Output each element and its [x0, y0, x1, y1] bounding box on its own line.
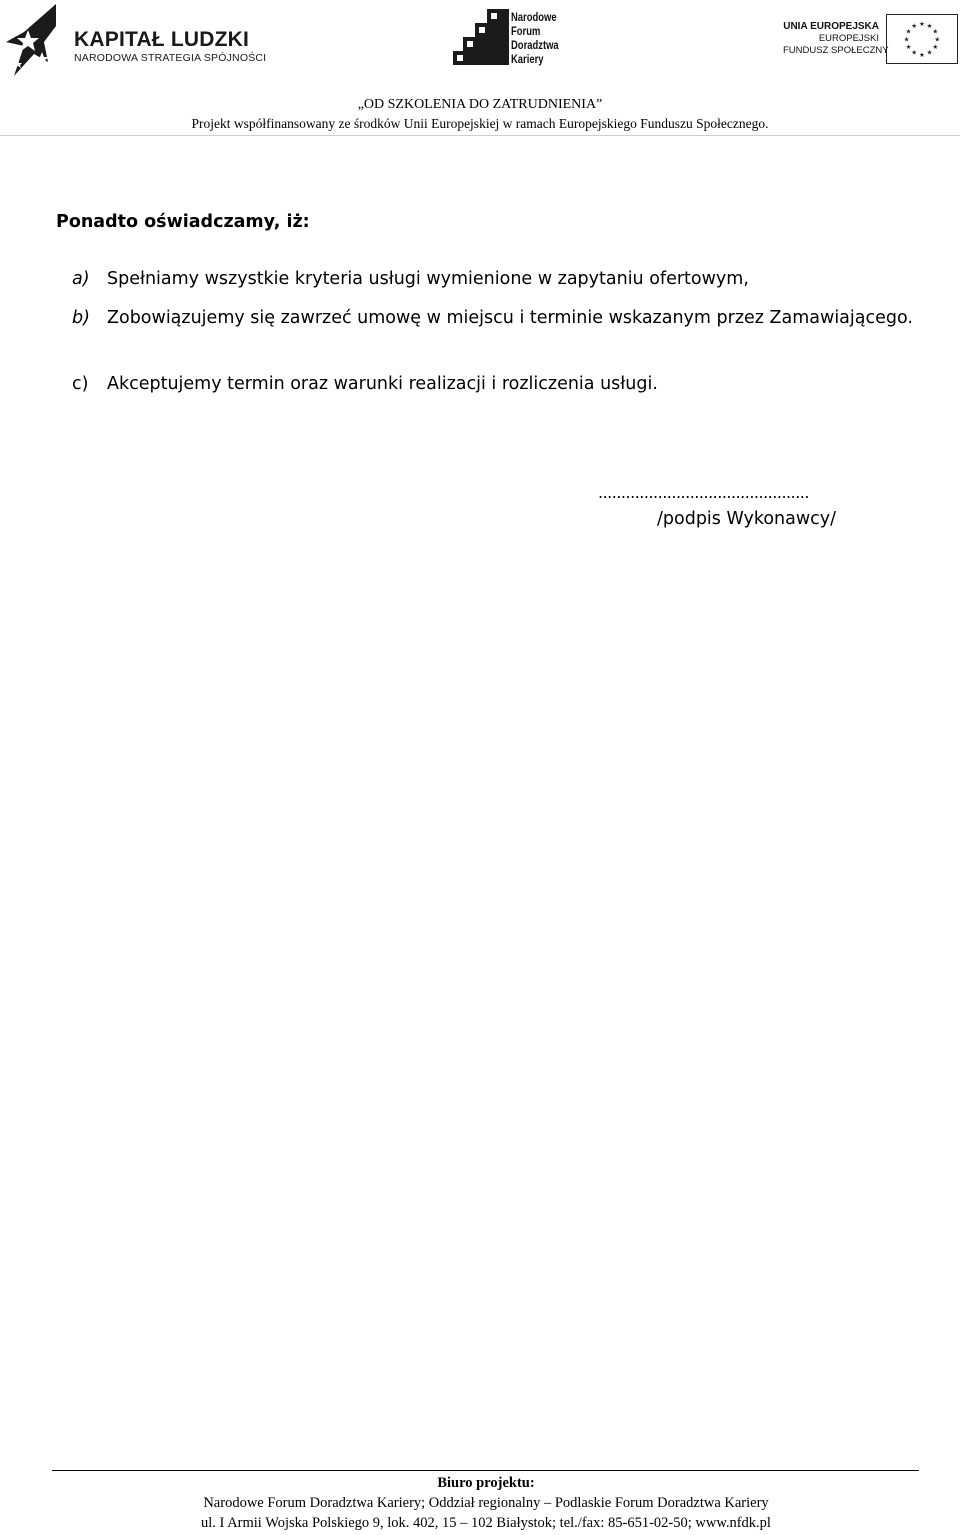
eu-flag-star-icon: ★ [911, 49, 918, 57]
nfdk-logo-line: Doradztwa [511, 40, 559, 52]
kapital-ludzki-star-icon [4, 2, 60, 80]
declaration-intro: Ponadto oświadczamy, iż: [56, 212, 310, 232]
kapital-ludzki-title: KAPITAŁ LUDZKI [74, 28, 250, 51]
item-marker: c) [72, 374, 89, 394]
nfdk-logo-line: Kariery [511, 54, 544, 66]
eu-logo-text [783, 21, 889, 57]
nfdk-logo-text [511, 11, 559, 67]
nfdk-steps-icon [453, 9, 511, 71]
eu-flag-star-icon: ★ [911, 23, 918, 31]
project-description: Projekt współfinansowany ze środków Unii Europejskiej w ramach Europejskiego Funduszu Społecznego. [191, 116, 769, 131]
signature-label: /podpis Wykonawcy/ [657, 509, 837, 529]
eu-flag-star-icon: ★ [905, 28, 912, 36]
nfdk-logo-line: Narodowe [511, 12, 557, 24]
nfdk-logo-line: Forum [511, 26, 541, 38]
eu-flag-star-icon: ★ [926, 23, 933, 31]
item-marker: a) [72, 269, 90, 289]
eu-flag-star-icon: ★ [932, 44, 939, 52]
item-text: Spełniamy wszystkie kryteria usługi wymienione w zapytaniu ofertowym, [107, 269, 749, 289]
item-marker: b) [72, 308, 90, 328]
signature-line: .............................................. [598, 483, 809, 502]
eu-flag-star-icon: ★ [905, 44, 912, 52]
eu-flag-star-icon: ★ [932, 28, 939, 36]
nfdk-logo [453, 9, 563, 73]
item-text: Zobowiązujemy się zawrzeć umowę w miejscu i terminie wskazanym przez Zamawiającego. [107, 308, 913, 328]
eu-flag-star-icon: ★ [918, 21, 926, 29]
eu-logo-line2: EUROPEJSKI [818, 33, 879, 44]
kapital-ludzki-logo [4, 2, 267, 80]
kapital-ludzki-subtitle: NARODOWA STRATEGIA SPÓJNOŚCI [74, 52, 267, 64]
eu-flag-star-icon: ★ [934, 36, 941, 44]
eu-logo [783, 14, 958, 66]
eu-logo-line1: UNIA EUROPEJSKA [783, 21, 879, 32]
eu-flag-star-icon: ★ [926, 49, 933, 57]
project-title: „OD SZKOLENIA DO ZATRUDNIENIA” [357, 97, 603, 112]
eu-logo-line3: FUNDUSZ SPOŁECZNY [783, 45, 889, 56]
footer-title: Biuro projektu: [437, 1475, 535, 1491]
eu-flag-star-icon: ★ [903, 36, 910, 44]
eu-flag-icon [886, 14, 958, 64]
header-divider [0, 135, 960, 136]
footer-address: ul. I Armii Wojska Polskiego 9, lok. 402, 15 – 102 Białystok; tel./fax: 85-651-02-50; www.nfdk.pl [201, 1515, 771, 1531]
eu-flag-star-icon: ★ [918, 51, 926, 59]
item-text: Akceptujemy termin oraz warunki realizacji i rozliczenia usługi. [107, 374, 658, 394]
footer-organization: Narodowe Forum Doradztwa Kariery; Oddział regionalny – Podlaskie Forum Doradztwa Kariery [203, 1495, 769, 1511]
footer-divider [52, 1470, 919, 1471]
